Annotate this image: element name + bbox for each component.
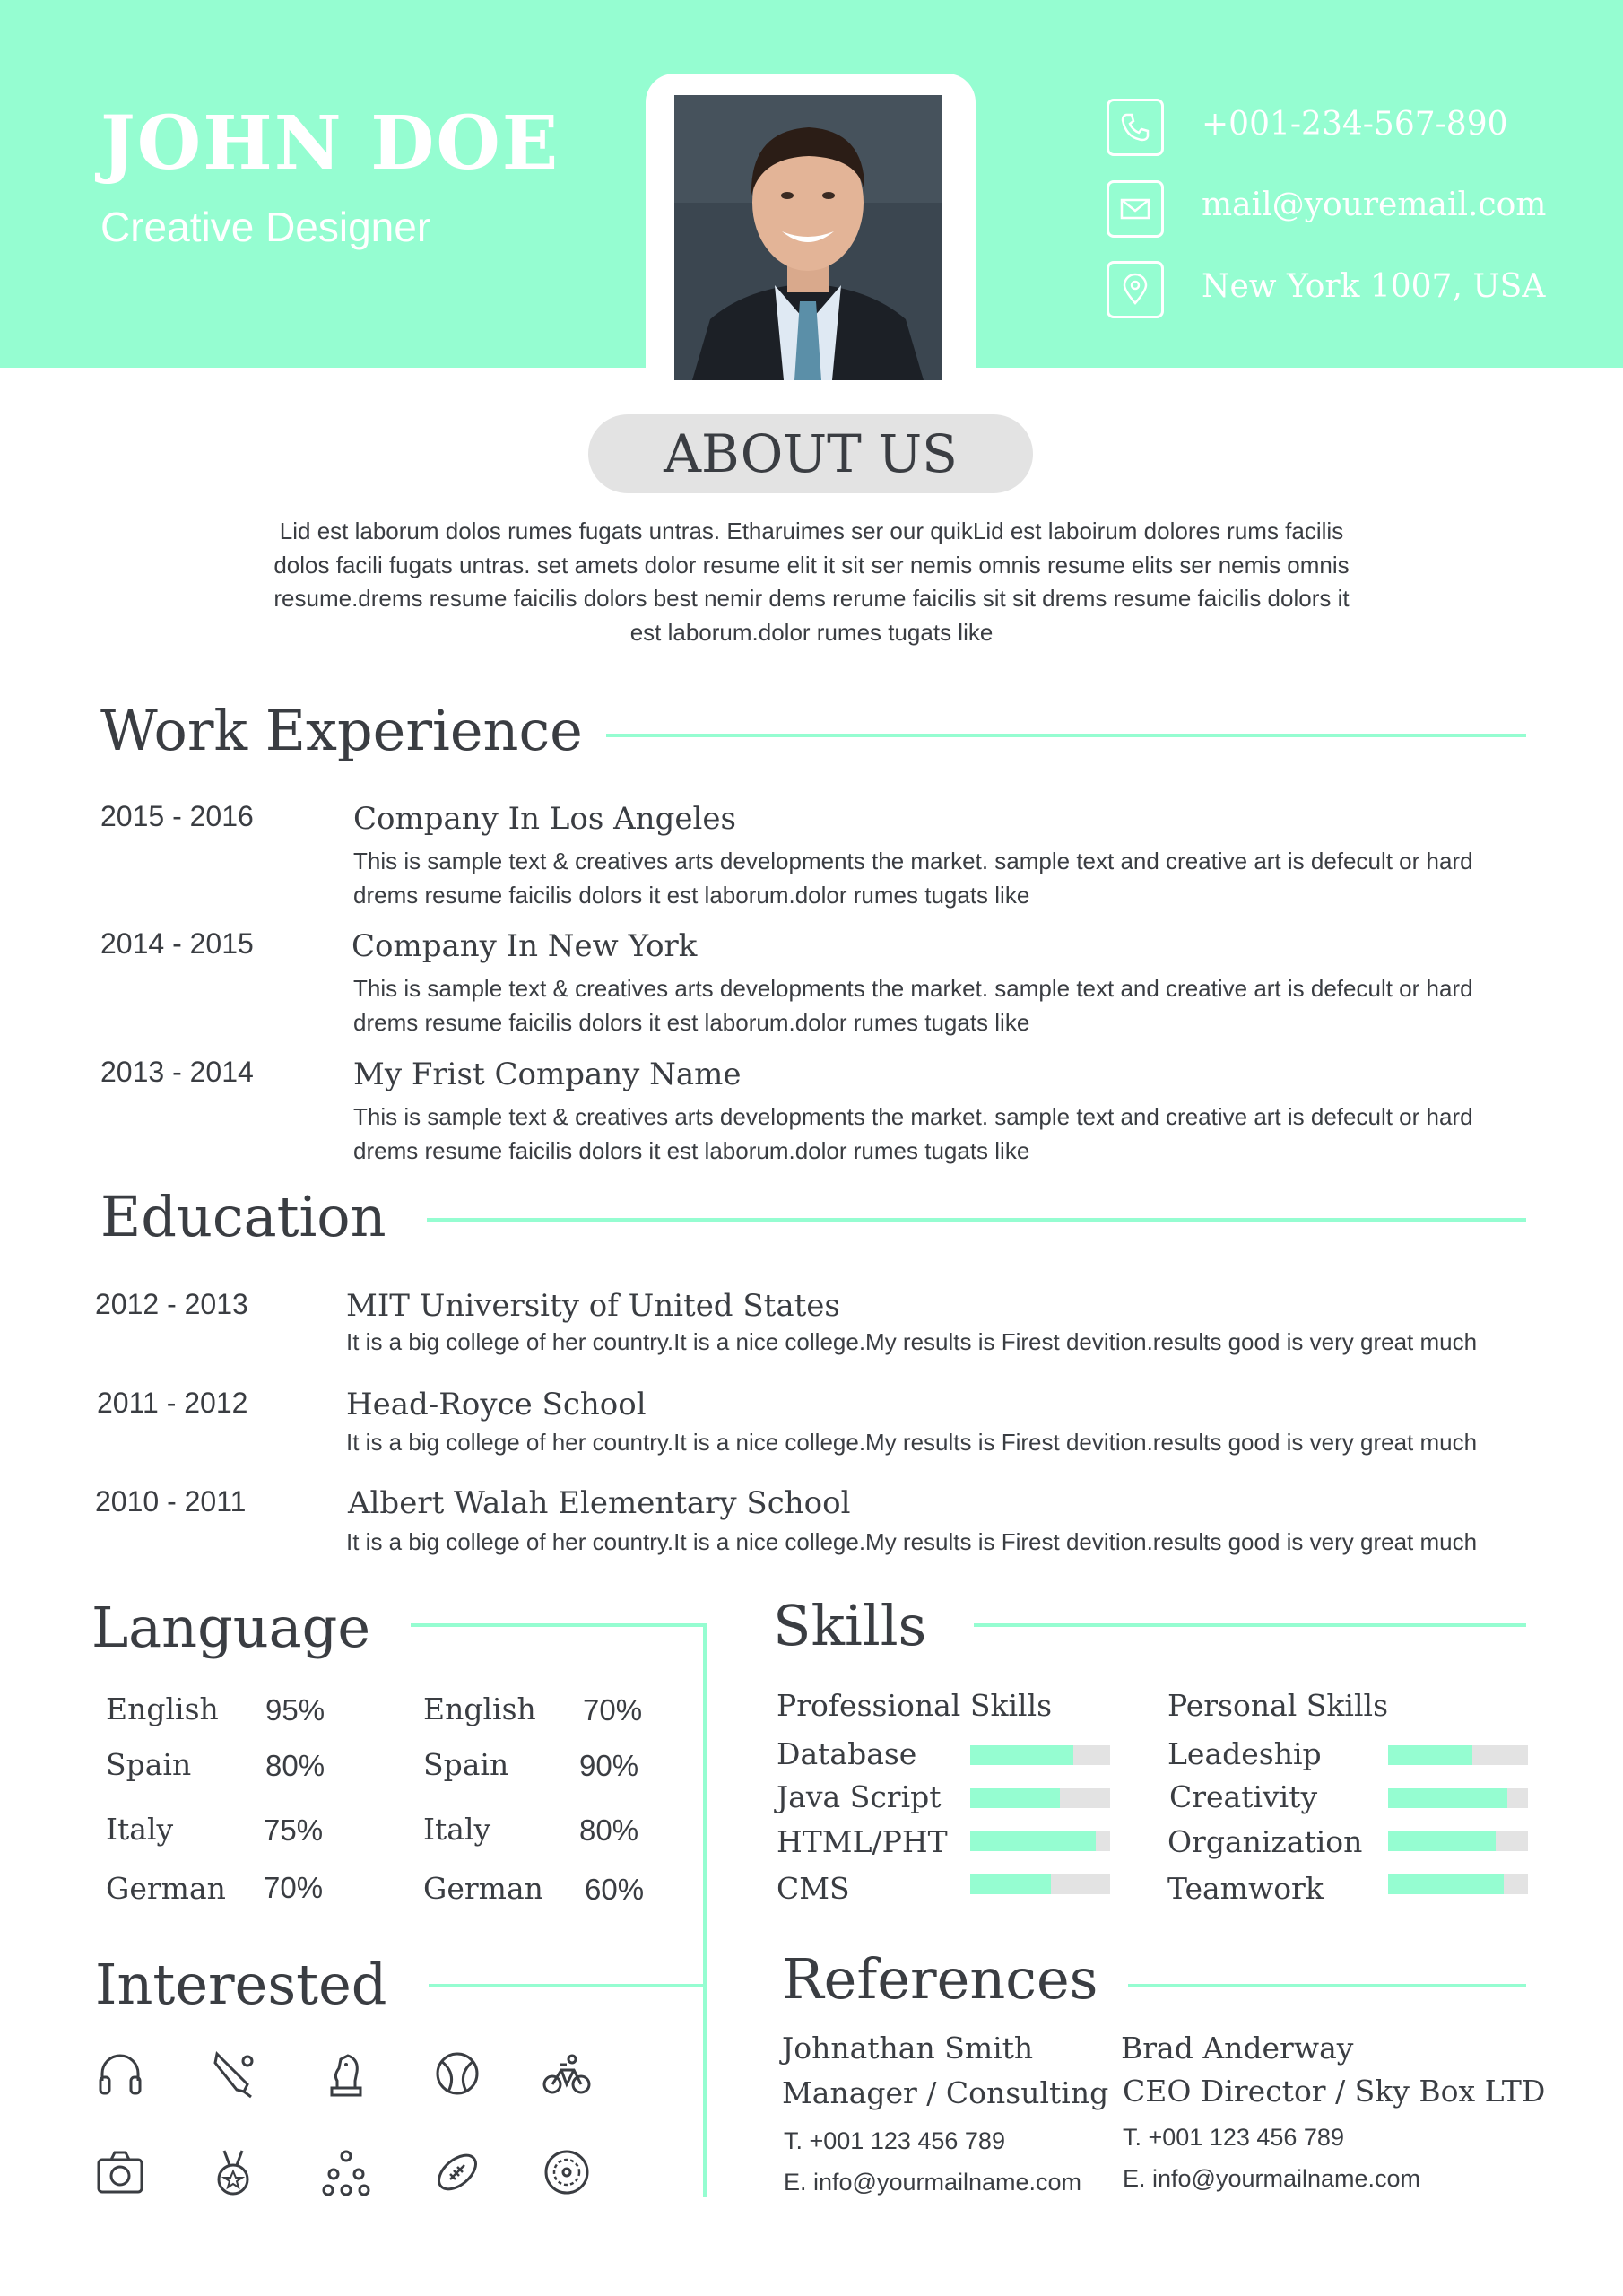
language-percent: 80%	[265, 1749, 325, 1782]
education-title: Education	[100, 1184, 386, 1249]
skill-bar-fill	[970, 1788, 1060, 1808]
reference-name: Johnathan Smith	[782, 2031, 1034, 2066]
language-name: Spain	[106, 1747, 192, 1782]
skill-bar	[970, 1874, 1110, 1894]
education-school: MIT University of United States	[346, 1288, 840, 1324]
skill-bar-fill	[970, 1831, 1096, 1851]
language-percent: 70%	[583, 1693, 643, 1726]
skills-title: Skills	[773, 1593, 927, 1658]
language-name: German	[106, 1871, 226, 1906]
camera-icon	[95, 2147, 145, 2197]
education-school: Albert Walah Elementary School	[348, 1485, 851, 1521]
work-description: This is sample text & creatives arts developments the market. sample text and creative art is defecult or hard drems resume faicilis dolors it est laborum.dolor rumes tugats like	[353, 975, 1473, 1036]
education-date: 2012 - 2013	[95, 1288, 248, 1320]
work-date: 2013 - 2014	[100, 1056, 254, 1088]
profile-photo	[674, 95, 942, 380]
language-name: Italy	[423, 1812, 491, 1847]
language-percent: 95%	[265, 1693, 325, 1726]
skill-bar-fill	[1388, 1745, 1472, 1765]
skill-bar	[970, 1788, 1110, 1808]
work-description: This is sample text & creatives arts developments the market. sample text and creative art is defecult or hard drems resume faicilis dolors it est laborum.dolor rumes tugats like	[353, 848, 1473, 909]
education-school: Head-Royce School	[346, 1387, 647, 1422]
location-pin-icon	[1107, 261, 1164, 318]
about-text: Lid est laborum dolos rumes fugats untras. Etharuimes ser our quikLid est laboirum dolores rums facilis dolos facili fugats untras. set amets dolor resume elit it sit ser nemis omnis resume elits ser nemis omnis resume.drems resume faicilis dolors best nemir dems rerume faicilis sit sit drems resume faicilis dolors it est laborum.dolor rumes tugats like	[273, 517, 1350, 646]
phone-icon	[1107, 99, 1164, 156]
contact-address: New York 1007, USA	[1202, 268, 1546, 305]
skill-bar	[1388, 1874, 1528, 1894]
skill-name: Database	[777, 1736, 917, 1771]
professional-skills-title: Professional Skills	[777, 1688, 1053, 1723]
language-percent: 70%	[264, 1871, 324, 1904]
education-date: 2010 - 2011	[95, 1485, 247, 1518]
references-title: References	[782, 1946, 1098, 2012]
column-divider	[703, 1623, 707, 2197]
language-name: English	[106, 1692, 219, 1726]
work-date: 2015 - 2016	[100, 800, 254, 832]
about-title: ABOUT US	[664, 423, 958, 484]
skill-bar-fill	[1388, 1874, 1504, 1894]
skill-bar-fill	[1388, 1788, 1507, 1808]
skill-bar	[1388, 1788, 1528, 1808]
ball-icon	[432, 2048, 482, 2099]
skill-name: Organization	[1167, 1824, 1363, 1859]
work-company: My Frist Company Name	[353, 1057, 742, 1092]
interested-title: Interested	[95, 1952, 387, 2017]
personal-skills-title: Personal Skills	[1167, 1688, 1389, 1723]
football-icon	[432, 2147, 482, 2197]
interested-rule	[429, 1984, 707, 1987]
language-name: Italy	[106, 1812, 174, 1847]
skill-bar	[970, 1831, 1110, 1851]
language-percent: 75%	[264, 1813, 324, 1847]
medal-icon	[208, 2147, 258, 2197]
skill-name: Leadeship	[1167, 1736, 1322, 1771]
reference-email[interactable]: E. info@yourmailname.com	[1123, 2165, 1421, 2192]
contact-phone: +001-234-567-890	[1202, 106, 1508, 143]
skill-bar-fill	[970, 1874, 1051, 1894]
skill-name: CMS	[777, 1871, 850, 1906]
bicycle-icon	[542, 2048, 592, 2099]
skill-name: HTML/PHT	[777, 1824, 948, 1859]
reference-phone: T. +001 123 456 789	[784, 2127, 1005, 2154]
language-name: German	[423, 1871, 543, 1906]
reference-role: Manager / Consulting	[782, 2075, 1109, 2110]
reference-email[interactable]: E. info@yourmailname.com	[784, 2169, 1082, 2196]
language-name: English	[423, 1692, 536, 1726]
candidate-role: Creative Designer	[100, 204, 431, 250]
language-title: Language	[91, 1595, 371, 1660]
skill-name: Teamwork	[1167, 1871, 1324, 1906]
reference-role: CEO Director / Sky Box LTD	[1123, 2074, 1546, 2109]
cricket-bat-icon	[208, 2048, 258, 2099]
references-rule	[1128, 1984, 1526, 1987]
skill-bar	[970, 1745, 1110, 1765]
language-percent: 60%	[585, 1873, 645, 1906]
language-percent: 90%	[579, 1749, 639, 1782]
skill-name: Java Script	[777, 1779, 942, 1814]
language-name: Spain	[423, 1747, 509, 1782]
skill-bar	[1388, 1745, 1528, 1765]
skill-name: Creativity	[1169, 1779, 1318, 1814]
target-icon	[542, 2147, 592, 2197]
skills-rule	[974, 1623, 1526, 1627]
mail-icon	[1107, 180, 1164, 238]
work-description: This is sample text & creatives arts developments the market. sample text and creative art is defecult or hard drems resume faicilis dolors it est laborum.dolor rumes tugats like	[353, 1103, 1473, 1164]
work-company: Company In Los Angeles	[353, 801, 736, 837]
network-icon	[321, 2147, 371, 2197]
candidate-name: JOHN DOE	[100, 100, 560, 187]
work-experience-title: Work Experience	[100, 698, 583, 763]
education-rule	[427, 1218, 1526, 1222]
education-description: It is a big college of her country.It is a nice college.My results is Firest devition.results good is very great much	[346, 1429, 1478, 1456]
work-experience-rule	[606, 734, 1526, 737]
education-date: 2011 - 2012	[97, 1387, 248, 1419]
skill-bar-fill	[1388, 1831, 1496, 1851]
skill-bar-fill	[970, 1745, 1073, 1765]
education-description: It is a big college of her country.It is a nice college.My results is Firest devition.results good is very great much	[346, 1328, 1478, 1355]
work-company: Company In New York	[352, 928, 698, 964]
reference-name: Brad Anderway	[1121, 2031, 1354, 2066]
chess-knight-icon	[321, 2048, 371, 2099]
reference-phone: T. +001 123 456 789	[1123, 2124, 1344, 2151]
headphones-icon	[95, 2048, 145, 2099]
skill-bar	[1388, 1831, 1528, 1851]
contact-email: mail@youremail.com	[1202, 187, 1547, 223]
work-date: 2014 - 2015	[100, 927, 254, 960]
education-description: It is a big college of her country.It is a nice college.My results is Firest devition.results good is very great much	[346, 1528, 1478, 1555]
language-percent: 80%	[579, 1813, 639, 1847]
language-rule	[411, 1623, 707, 1627]
